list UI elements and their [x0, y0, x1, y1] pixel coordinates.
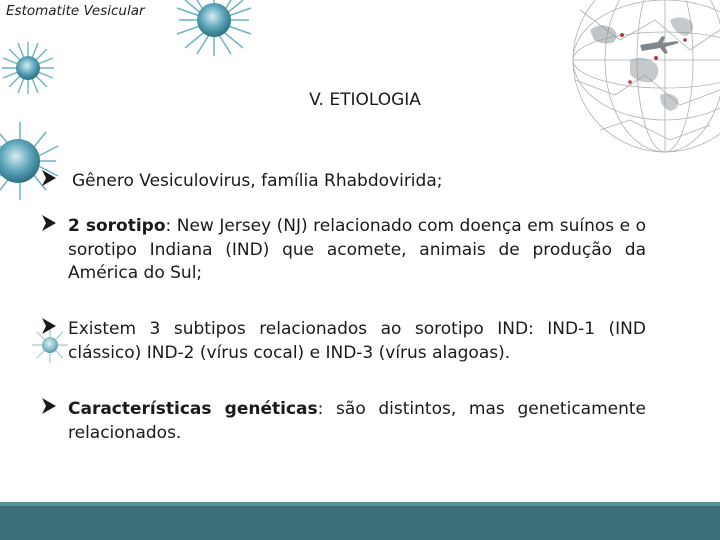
- bullet-text: Existem 3 subtipos relacionados ao sorotipo IND: IND-1 (IND clássico) IND-2 (vírus cocal) e IND-3 (vírus alagoas).: [68, 319, 646, 363]
- bullet-bold-term: Características genéticas: [68, 399, 318, 419]
- bullet-text: [40, 398, 646, 445]
- arrow-bullet-icon: [40, 396, 58, 416]
- bullet-item: [40, 398, 646, 445]
- virus-icon: [175, 0, 253, 60]
- bullet-bold-term: 2 sorotipo: [68, 216, 166, 236]
- virus-icon: [0, 40, 56, 96]
- bullet-rest: : New Jersey (NJ) relacionado com doença em suínos e o sorotipo Indiana (IND) que acomete, animais de produção da América do Sul;: [68, 216, 646, 283]
- bullet-text: Gênero Vesiculovirus, família Rhabdovirida;: [72, 171, 443, 191]
- arrow-bullet-icon: [40, 168, 58, 188]
- bullet-rest: : são distintos, mas geneticamente relacionados.: [68, 399, 646, 443]
- globe-network-icon: [560, 0, 720, 160]
- header-title: Estomatite Vesicular: [6, 3, 145, 19]
- bullet-item: [40, 318, 646, 365]
- footer-bar-highlight: [0, 502, 720, 506]
- bullet-item: [40, 170, 646, 194]
- slide-title: V. ETIOLOGIA: [309, 90, 421, 110]
- arrow-bullet-icon: [40, 213, 58, 233]
- bullet-text: [40, 215, 646, 286]
- footer-bar: [0, 502, 720, 540]
- bullet-item: [40, 215, 646, 286]
- arrow-bullet-icon: [40, 316, 58, 336]
